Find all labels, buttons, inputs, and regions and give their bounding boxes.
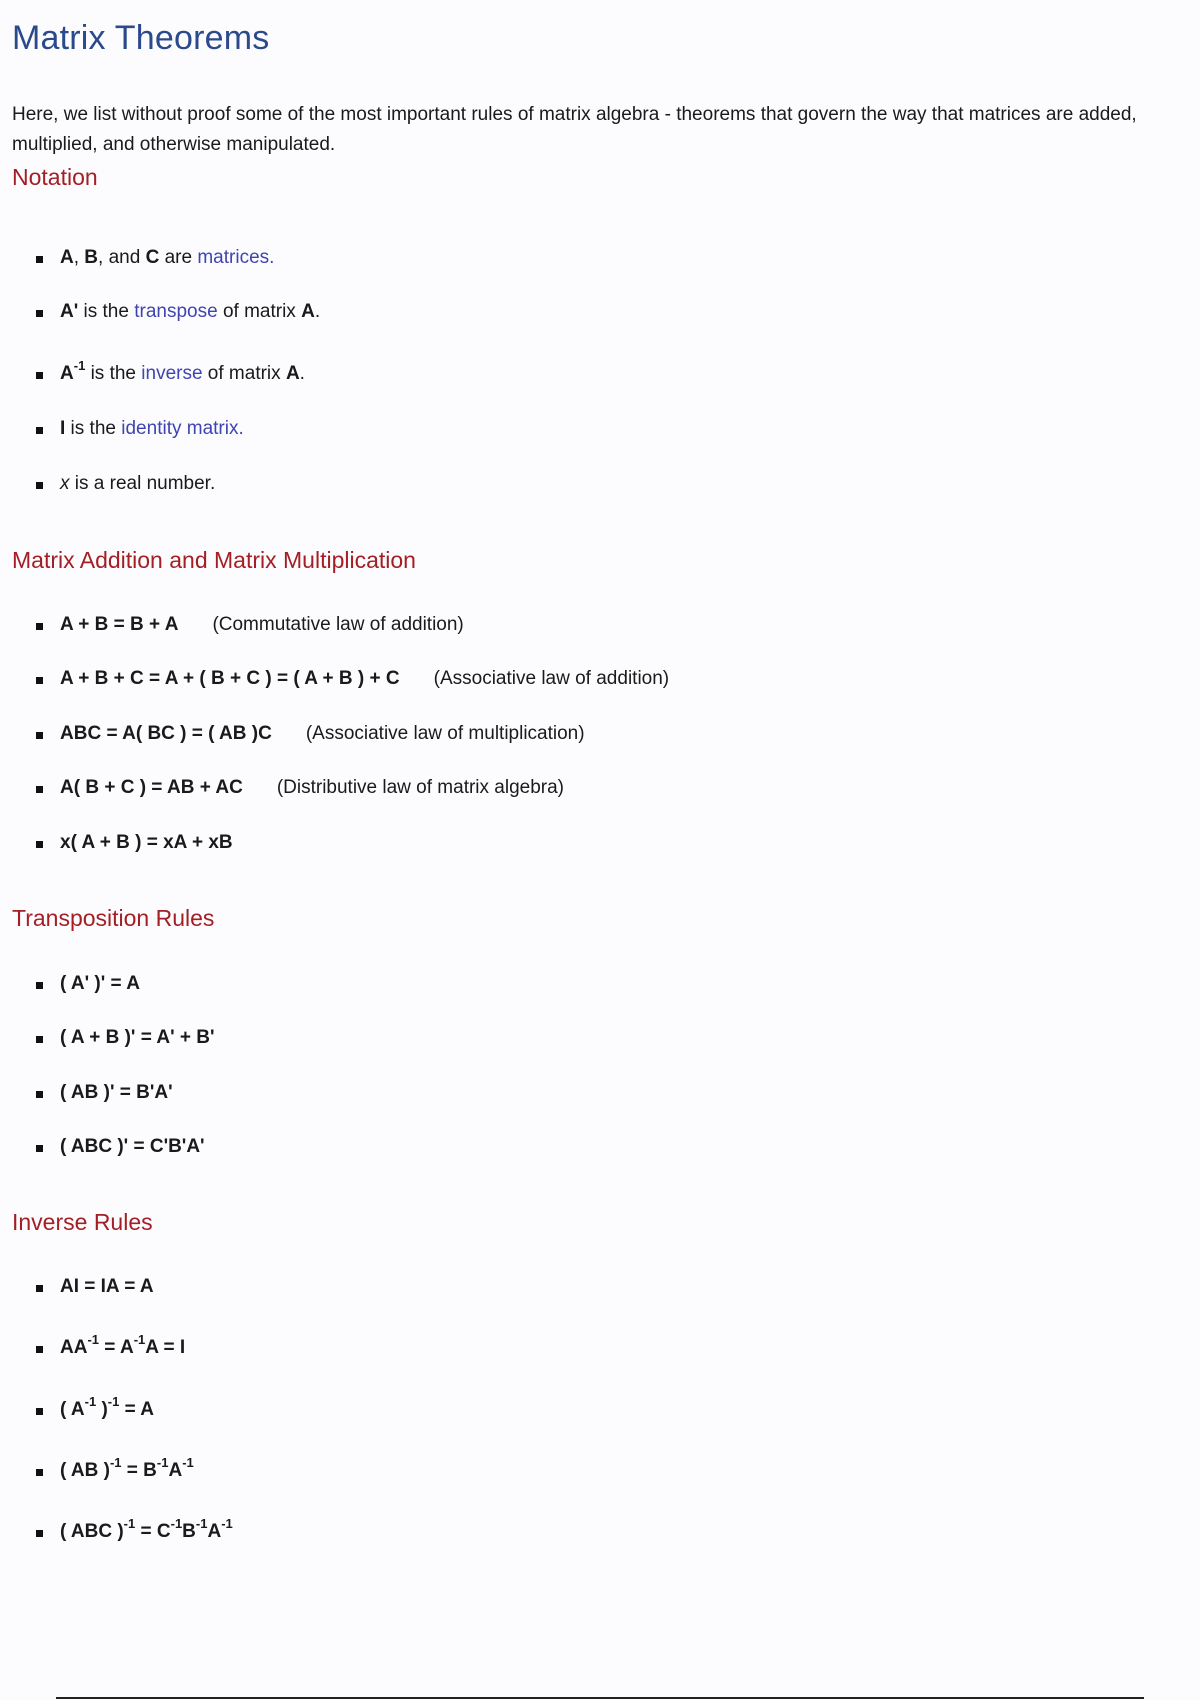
transpose-link[interactable]: transpose (134, 301, 218, 322)
symbol-i: I (60, 418, 66, 439)
law-note: (Associative law of multiplication) (305, 723, 585, 744)
formula-part: AA (60, 1337, 88, 1358)
superscript: -1 (107, 1394, 120, 1409)
superscript: -1 (84, 1394, 97, 1409)
list-item (0, 1334, 185, 1362)
formula: ( A + B )' = A' + B' (60, 1027, 215, 1048)
superscript: -1 (182, 1455, 194, 1470)
superscript: -1 (87, 1332, 100, 1347)
symbol-a: A (60, 247, 74, 268)
notation-item-transpose (0, 298, 320, 326)
formula-part: = C (135, 1521, 171, 1542)
notation-item-real-number (0, 470, 215, 498)
horizontal-divider (56, 1697, 1144, 1699)
formula-part: A (168, 1460, 183, 1481)
text: of matrix (202, 363, 286, 384)
formula-part: ) (96, 1399, 108, 1420)
superscript: -1 (195, 1516, 208, 1531)
list-item (0, 1079, 173, 1107)
text: of matrix (217, 301, 302, 322)
list-item (0, 1457, 194, 1485)
period: . (269, 247, 275, 268)
period: . (299, 363, 305, 384)
intro-line-1: Here, we list without proof some of the most important rules of matrix algebra - theorems that govern the way that matrices are added, (12, 104, 1137, 125)
text: is a real number. (69, 473, 216, 494)
list-item (0, 1133, 205, 1161)
formula-part: ( ABC ) (60, 1521, 124, 1542)
notation-heading: Notation (12, 164, 98, 190)
list-item (0, 1273, 154, 1301)
formula (60, 1455, 194, 1481)
inverse-heading: Inverse Rules (12, 1209, 153, 1235)
formula-part: = B (121, 1460, 157, 1481)
list-item (0, 665, 669, 693)
law-note: (Associative law of addition) (433, 668, 670, 689)
addition-multiplication-heading: Matrix Addition and Matrix Multiplication (12, 547, 416, 573)
formula-part: A = I (145, 1337, 186, 1358)
formula: A( B + C ) = AB + AC (60, 777, 243, 798)
formula: ( AB )' = B'A' (60, 1082, 173, 1103)
superscript: -1 (221, 1516, 233, 1531)
page-title: Matrix Theorems (12, 19, 270, 57)
symbol-b: B (84, 247, 99, 268)
text: , and (98, 247, 146, 268)
notation-item-identity (0, 415, 244, 443)
superscript: -1 (133, 1332, 146, 1347)
formula: ( A' )' = A (60, 973, 140, 994)
law-note: (Commutative law of addition) (212, 614, 464, 635)
superscript: -1 (170, 1516, 183, 1531)
formula (60, 1516, 233, 1542)
text: is the (78, 301, 135, 322)
list-item (0, 1518, 233, 1546)
list-item (0, 1396, 154, 1424)
superscript: -1 (73, 358, 86, 373)
intro-line-2: multiplied, and otherwise manipulated. (12, 134, 336, 155)
formula (60, 1394, 155, 1420)
symbol-a-prime: A' (60, 301, 79, 322)
formula-part: ( A (60, 1399, 85, 1420)
list-item (0, 970, 140, 998)
text: are (159, 247, 198, 268)
list-item (0, 720, 585, 748)
text: is the (65, 418, 122, 439)
symbol-a: A (285, 363, 300, 384)
formula-part: = A (99, 1337, 134, 1358)
symbol-a: A (301, 301, 315, 322)
text: , (73, 247, 85, 268)
formula: A + B = B + A (60, 614, 179, 635)
formula: ABC = A( BC ) = ( AB )C (60, 723, 272, 744)
symbol-c: C (145, 247, 160, 268)
period: . (314, 301, 321, 322)
superscript: -1 (109, 1455, 122, 1470)
matrices-link[interactable]: matrices (197, 247, 270, 268)
list-item (0, 774, 564, 802)
law-note: (Distributive law of matrix algebra) (276, 777, 565, 798)
formula-part: B (182, 1521, 196, 1542)
list-item (0, 829, 267, 857)
symbol-a: A (60, 363, 74, 384)
formula: AI = IA = A (60, 1276, 154, 1297)
text: is the (85, 363, 142, 384)
list-item (0, 1024, 215, 1052)
formula-part: ( AB ) (60, 1460, 110, 1481)
identity-matrix-link[interactable]: identity matrix (121, 418, 239, 439)
superscript: -1 (156, 1455, 169, 1470)
symbol-x: x (60, 473, 70, 494)
formula: ( ABC )' = C'B'A' (60, 1136, 205, 1157)
formula-part: A (207, 1521, 222, 1542)
period: . (238, 418, 244, 439)
notation-item-inverse (0, 360, 305, 388)
formula: A + B + C = A + ( B + C ) = ( A + B ) + C (60, 668, 400, 689)
inverse-link[interactable]: inverse (141, 363, 203, 384)
intro-paragraph (12, 100, 1200, 160)
transposition-heading: Transposition Rules (12, 905, 215, 931)
document-page (0, 0, 1200, 160)
superscript: -1 (123, 1516, 136, 1531)
formula: x( A + B ) = xA + xB (60, 832, 233, 853)
formula (60, 1332, 186, 1358)
notation-item-matrices (0, 244, 274, 272)
list-item (0, 611, 464, 639)
formula-part: = A (119, 1399, 155, 1420)
